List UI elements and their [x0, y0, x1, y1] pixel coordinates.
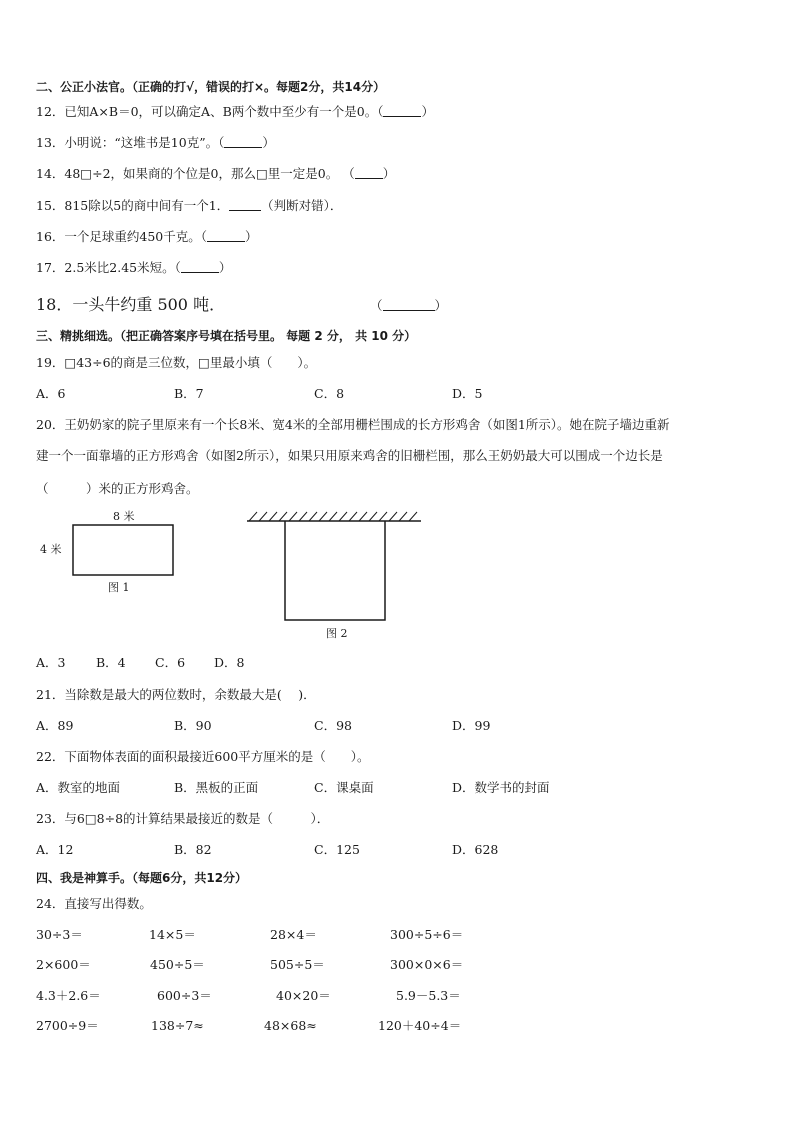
question-15-text: 15．815除以5的商中间有一个1．	[36, 198, 230, 213]
figure-2-caption: 图 2	[326, 627, 348, 640]
calc-item: 40×20＝	[276, 988, 331, 1003]
answer-blank-17[interactable]	[181, 260, 219, 273]
question-22-text: 22．下面物体表面的面积最接近600平方厘米的是（ ）。	[36, 749, 370, 764]
calc-item: 450÷5＝	[150, 957, 205, 972]
q22-option-a[interactable]: A．教室的地面	[36, 780, 121, 795]
question-19-text: 19．□43÷6的商是三位数，□里最小填（ ）。	[36, 355, 317, 370]
q23-option-c[interactable]: C．125	[314, 842, 360, 857]
question-18-close: ）	[434, 298, 448, 313]
question-16	[36, 229, 258, 245]
figure-1-width-label: 8 米	[113, 510, 135, 523]
q22-option-d[interactable]: D．数学书的封面	[452, 780, 550, 795]
q20-option-d[interactable]: D．8	[214, 655, 245, 670]
question-14-text: 14．48□÷2，如果商的个位是0，那么□里一定是0。 （	[36, 166, 355, 181]
answer-blank-13[interactable]	[224, 135, 262, 148]
q21-option-b[interactable]: B．90	[174, 718, 212, 733]
question-16-close: ）	[245, 229, 258, 244]
figure-1-height-label: 4 米	[40, 543, 62, 556]
question-13	[36, 135, 275, 151]
q22-option-c[interactable]: C．课桌面	[314, 780, 374, 795]
q23-option-a[interactable]: A．12	[36, 842, 74, 857]
question-18	[36, 295, 225, 315]
q19-option-b[interactable]: B．7	[174, 386, 204, 401]
section-3-heading: 三、精挑细选。（把正确答案序号填在括号里。 每题 2 分， 共 10 分）	[36, 329, 417, 343]
question-13-text: 13．小明说：“这堆书是10克”。（	[36, 135, 225, 150]
q20-option-c[interactable]: C．6	[155, 655, 186, 670]
calc-item: 600÷3＝	[157, 988, 212, 1003]
question-20-line-2: 建一个一面靠墙的正方形鸡舍（如图2所示），如果只用原来鸡舍的旧栅栏围，那么王奶奶最大可以围成一个边长是	[36, 448, 663, 463]
figure-1-rectangle	[72, 524, 176, 578]
q23-option-d[interactable]: D．628	[452, 842, 499, 857]
question-20-line-3: （ ）米的正方形鸡舍。	[36, 481, 199, 496]
q22-option-b[interactable]: B．黑板的正面	[174, 780, 259, 795]
calc-item: 300÷5÷6＝	[390, 927, 464, 942]
question-13-close: ）	[262, 135, 275, 150]
q21-option-c[interactable]: C．98	[314, 718, 352, 733]
calc-item: 30÷3＝	[36, 927, 83, 942]
calc-item: 5.9－5.3＝	[396, 988, 461, 1003]
question-14-close: ）	[382, 166, 396, 181]
q21-option-a[interactable]: A．89	[36, 718, 74, 733]
calc-item: 4.3＋2.6＝	[36, 988, 101, 1003]
question-20-line-1: 20．王奶奶家的院子里原来有一个长8米、宽4米的全部用栅栏围成的长方形鸡舍（如图1所示）。她在院子墙边重新	[36, 417, 670, 432]
section-2-heading: 二、公正小法官。（正确的打√，错误的打×。每题2分，共14分）	[36, 80, 386, 94]
figure-2-wall-and-square	[245, 508, 423, 624]
figure-1-caption: 图 1	[108, 581, 130, 594]
question-24-text: 24．直接写出得数。	[36, 896, 152, 911]
question-12-text: 12．已知A×B＝0，可以确定A、B两个数中至少有一个是0。（	[36, 104, 384, 119]
answer-blank-16[interactable]	[207, 229, 245, 242]
q20-option-b[interactable]: B．4	[96, 655, 126, 670]
calc-item: 28×4＝	[270, 927, 317, 942]
q19-option-d[interactable]: D．5	[452, 386, 483, 401]
q21-option-d[interactable]: D．99	[452, 718, 491, 733]
answer-blank-15[interactable]	[229, 198, 261, 211]
question-21-text: 21．当除数是最大的两位数时，余数最大是( )．	[36, 687, 316, 702]
calc-item: 505÷5＝	[270, 957, 325, 972]
calc-item: 120＋40÷4＝	[378, 1018, 462, 1033]
calc-item: 48×68≈	[264, 1018, 317, 1033]
calc-item: 2×600＝	[36, 957, 91, 972]
question-15	[36, 198, 342, 214]
question-17	[36, 260, 231, 276]
answer-blank-18[interactable]	[383, 298, 435, 311]
question-12	[36, 104, 434, 120]
calc-item: 14×5＝	[149, 927, 196, 942]
wall-hatching	[249, 512, 417, 521]
question-18-open: （	[370, 298, 383, 313]
q20-option-a[interactable]: A．3	[36, 655, 66, 670]
question-18-text: 18．一头牛约重 500 吨．	[36, 295, 226, 314]
calc-item: 300×0×6＝	[390, 957, 464, 972]
q19-option-a[interactable]: A．6	[36, 386, 66, 401]
calc-item: 138÷7≈	[151, 1018, 204, 1033]
answer-blank-14[interactable]	[355, 166, 383, 179]
question-17-close: ）	[218, 260, 232, 275]
question-12-close: ）	[421, 104, 434, 119]
calc-item: 2700÷9＝	[36, 1018, 99, 1033]
question-17-text: 17．2.5米比2.45米短。（	[36, 260, 181, 275]
question-18-answer	[370, 298, 447, 314]
answer-blank-12[interactable]	[383, 104, 421, 117]
question-23-text: 23．与6□8÷8的计算结果最接近的数是（ ）．	[36, 811, 330, 826]
question-14	[36, 166, 395, 182]
section-4-heading: 四、我是神算手。（每题6分，共12分）	[36, 871, 248, 885]
question-16-text: 16．一个足球重约450千克。（	[36, 229, 208, 244]
q19-option-c[interactable]: C．8	[314, 386, 345, 401]
square-fence	[285, 521, 385, 620]
question-15-close: （判断对错）．	[261, 198, 343, 213]
q23-option-b[interactable]: B．82	[174, 842, 212, 857]
